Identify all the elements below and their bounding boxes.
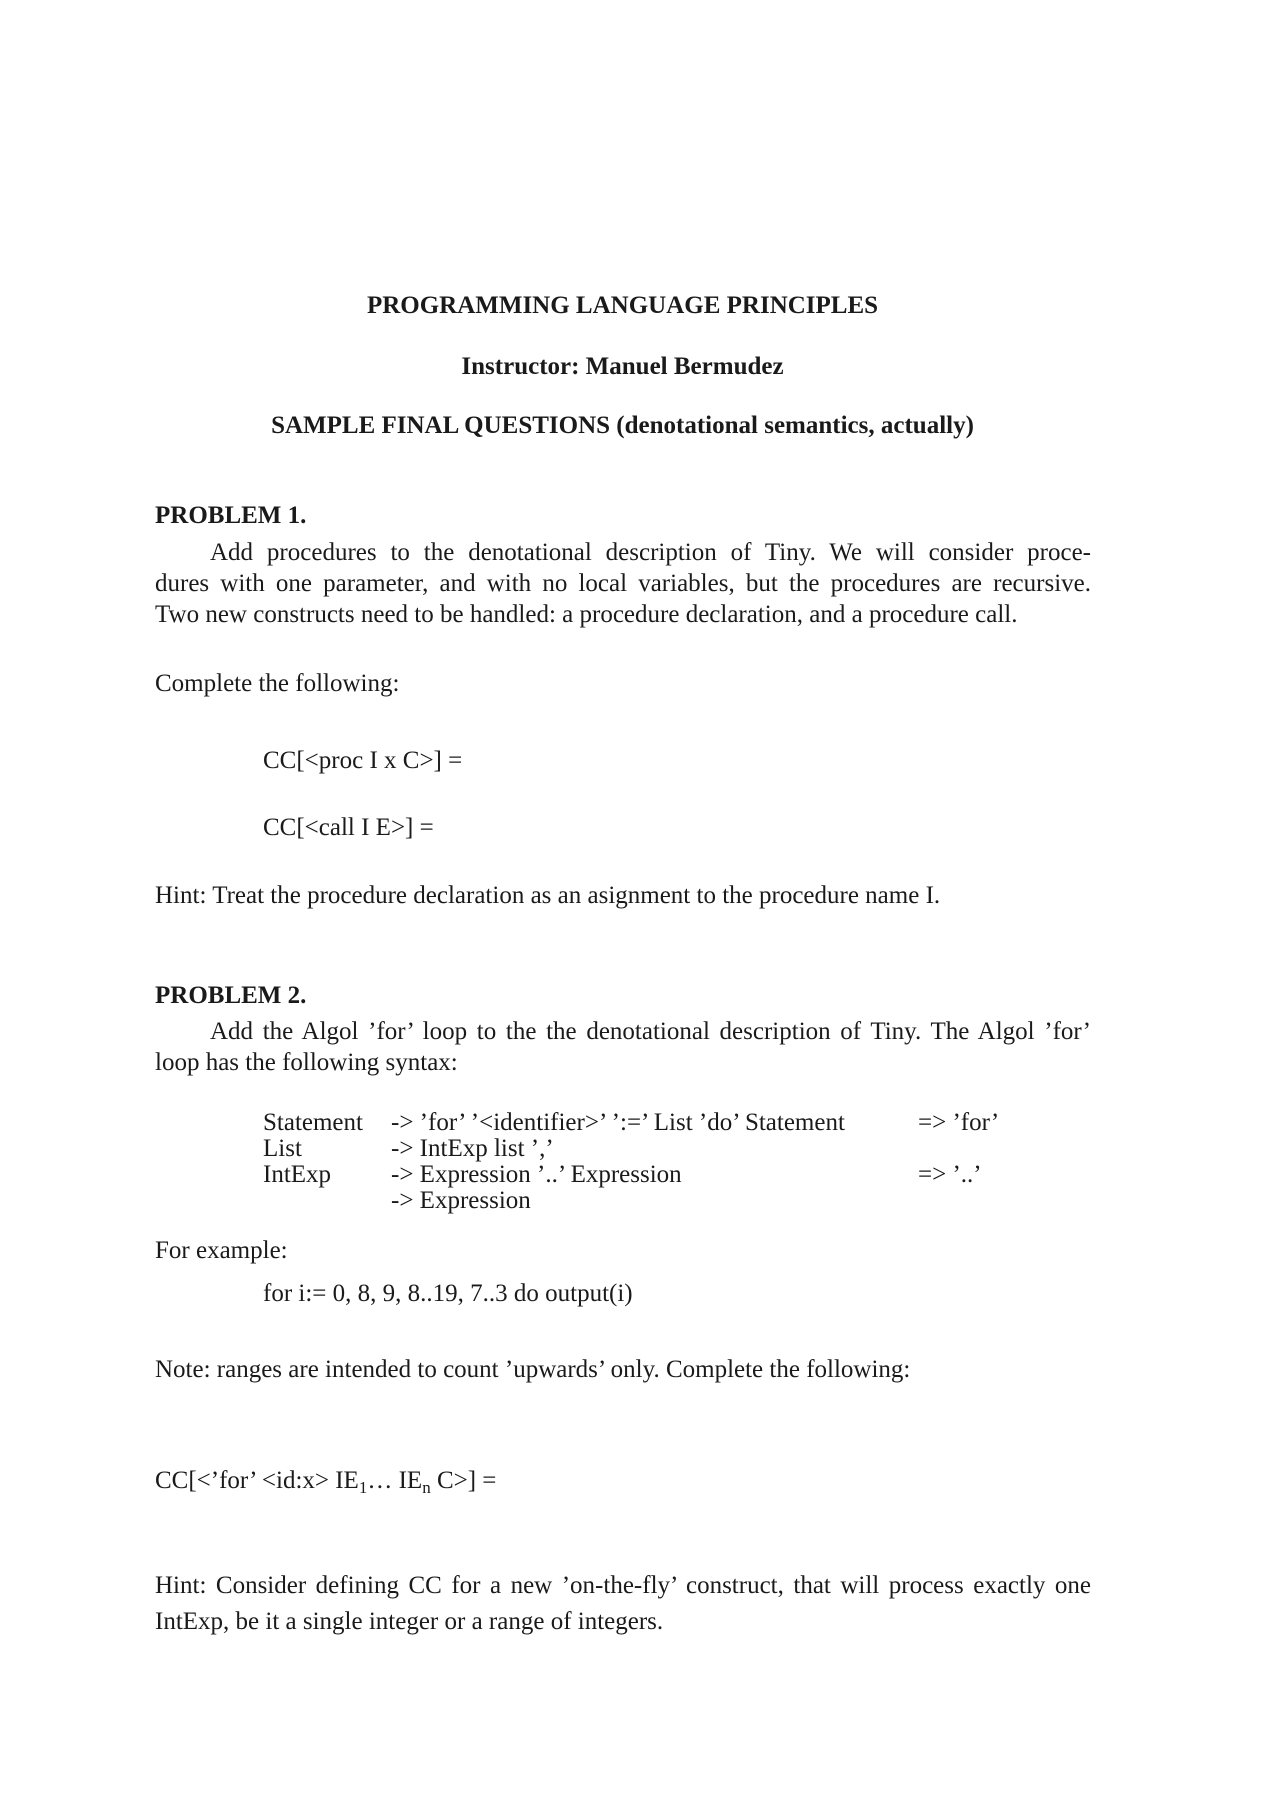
problem1-heading: PROBLEM 1. bbox=[155, 502, 307, 529]
course-title: PROGRAMMING LANGUAGE PRINCIPLES bbox=[366, 292, 879, 319]
grammar-lhs-statement: Statement bbox=[263, 1109, 363, 1136]
grammar-rhs-list: -> IntExp list ’,’ bbox=[391, 1135, 554, 1162]
equation-for-sub1: 1 bbox=[358, 1478, 368, 1497]
problem1-intro-line: Add procedures to the denotational description of Tiny. We will consider proce- bbox=[210, 539, 1091, 566]
problem2-heading: PROBLEM 2. bbox=[155, 982, 307, 1009]
grammar-lhs-intexp: IntExp bbox=[263, 1161, 332, 1188]
example-code: for i:= 0, 8, 9, 8..19, 7..3 do output(i) bbox=[263, 1280, 633, 1307]
problem1-intro bbox=[155, 537, 1091, 630]
equation-proc: CC[<proc I x C>] = bbox=[263, 747, 463, 774]
document-subtitle: SAMPLE FINAL QUESTIONS (denotational semantics, actually) bbox=[271, 412, 974, 439]
problem2-intro-line: loop has the following syntax: bbox=[155, 1049, 458, 1076]
grammar-tree-for: => ’for’ bbox=[918, 1109, 1000, 1136]
grammar-rhs-statement: -> ’for’ ’<identifier>’ ’:=’ List ’do’ Statement bbox=[391, 1109, 845, 1136]
grammar-tree-range: => ’..’ bbox=[918, 1161, 982, 1188]
equation-for-prefix: CC[<’for’ <id:x> IE bbox=[155, 1467, 359, 1494]
problem2-hint bbox=[155, 1568, 1091, 1640]
equation-for-middle: … IE bbox=[367, 1467, 423, 1494]
problem1-intro-line: dures with one parameter, and with no local variables, but the procedures are recursive. bbox=[155, 570, 1091, 597]
grammar-block bbox=[263, 1110, 1023, 1220]
instructor-line: Instructor: Manuel Bermudez bbox=[461, 353, 784, 380]
equation-for-subn: n bbox=[422, 1478, 431, 1497]
equation-for bbox=[155, 1465, 496, 1496]
problem1-complete-label: Complete the following: bbox=[155, 670, 400, 697]
equation-for-suffix: C>] = bbox=[430, 1467, 497, 1494]
problem2-hint-line: IntExp, be it a single integer or a range of integers. bbox=[155, 1608, 664, 1635]
problem2-intro bbox=[155, 1016, 1091, 1078]
problem1-intro-line: Two new constructs need to be handled: a procedure declaration, and a procedure call. bbox=[155, 601, 1018, 628]
problem2-hint-line: Hint: Consider defining CC for a new ’on-the-fly’ construct, that will process exactly one bbox=[155, 1572, 1091, 1599]
grammar-rhs-intexp-range: -> Expression ’..’ Expression bbox=[391, 1161, 682, 1188]
for-example-label: For example: bbox=[155, 1237, 288, 1264]
grammar-lhs-list: List bbox=[263, 1135, 302, 1162]
equation-call: CC[<call I E>] = bbox=[263, 814, 434, 841]
problem2-intro-line: Add the Algol ’for’ loop to the the denotational description of Tiny. The Algol ’for’ bbox=[210, 1018, 1091, 1045]
grammar-rhs-intexp-single: -> Expression bbox=[391, 1187, 531, 1214]
problem1-hint: Hint: Treat the procedure declaration as an asignment to the procedure name I. bbox=[155, 882, 941, 909]
problem2-note: Note: ranges are intended to count ’upwards’ only. Complete the following: bbox=[155, 1356, 911, 1383]
